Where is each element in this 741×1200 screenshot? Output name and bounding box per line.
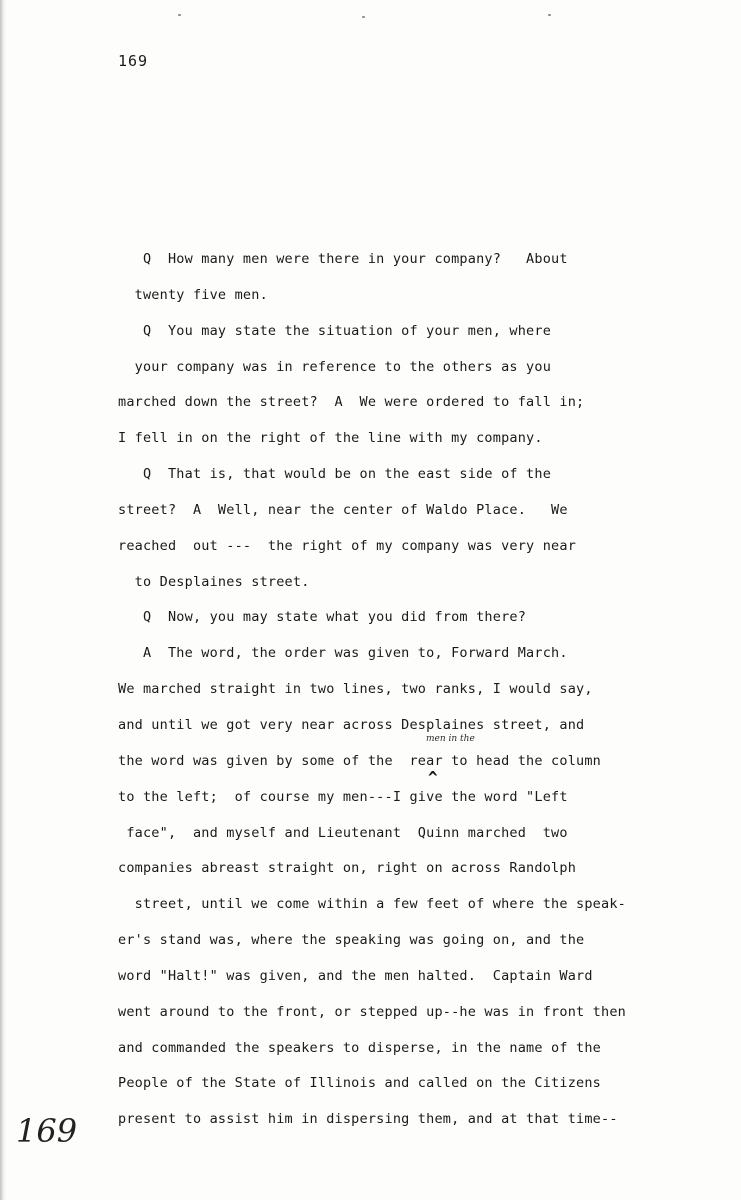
text-line: A The word, the order was given to, Forward March. bbox=[118, 645, 568, 662]
insertion-caret: ^ bbox=[428, 768, 438, 787]
text-line: People of the State of Illinois and called on the Citizens bbox=[118, 1075, 602, 1092]
testimony-text bbox=[118, 244, 688, 1140]
text-line: Q That is, that would be on the east side of the bbox=[118, 466, 552, 483]
text-line: street, until we come within a few feet of where the speak- bbox=[118, 896, 626, 913]
text-line: and until we got very near across Desplaines street, and bbox=[118, 716, 585, 733]
text-line: and commanded the speakers to disperse, in the name of the bbox=[118, 1039, 602, 1056]
page-number: 169 bbox=[118, 52, 149, 70]
text-line: to the left; of course my men---I give the word "Left bbox=[118, 788, 568, 805]
scan-speck bbox=[178, 14, 181, 16]
text-line: present to assist him in dispersing them, and at that time-- bbox=[118, 1111, 618, 1128]
text-line: word "Halt!" was given, and the men halted. Captain Ward bbox=[118, 967, 593, 984]
text-line: Q You may state the situation of your men, where bbox=[118, 322, 552, 339]
text-line: Q Now, you may state what you did from there? bbox=[118, 609, 527, 626]
text-line: street? A Well, near the center of Waldo Place. We bbox=[118, 501, 568, 518]
scan-speck bbox=[548, 14, 551, 16]
text-line: face", and myself and Lieutenant Quinn marched two bbox=[118, 824, 568, 841]
text-line: We marched straight in two lines, two ranks, I would say, bbox=[118, 681, 593, 698]
text-line: reached out --- the right of my company was very near bbox=[118, 537, 577, 554]
handwritten-insertion: men in the bbox=[426, 734, 475, 744]
text-line: companies abreast straight on, right on across Randolph bbox=[118, 860, 577, 877]
text-line: Q How many men were there in your company? About bbox=[118, 251, 568, 267]
text-line: your company was in reference to the others as you bbox=[118, 358, 552, 375]
text-line: to Desplaines street. bbox=[118, 573, 310, 590]
text-line: twenty five men. bbox=[118, 286, 268, 303]
text-line: marched down the street? A We were ordered to fall in; bbox=[118, 394, 585, 411]
text-line: the word was given by some of the rear to head the column bbox=[118, 752, 602, 769]
scan-speck bbox=[362, 16, 365, 18]
handwritten-page-number: 169 bbox=[16, 1112, 78, 1150]
text-line: I fell in on the right of the line with my company. bbox=[118, 430, 543, 447]
text-line: er's stand was, where the speaking was going on, and the bbox=[118, 932, 585, 949]
page-edge-shadow bbox=[0, 0, 6, 1200]
text-line: went around to the front, or stepped up--he was in front then bbox=[118, 1003, 626, 1020]
